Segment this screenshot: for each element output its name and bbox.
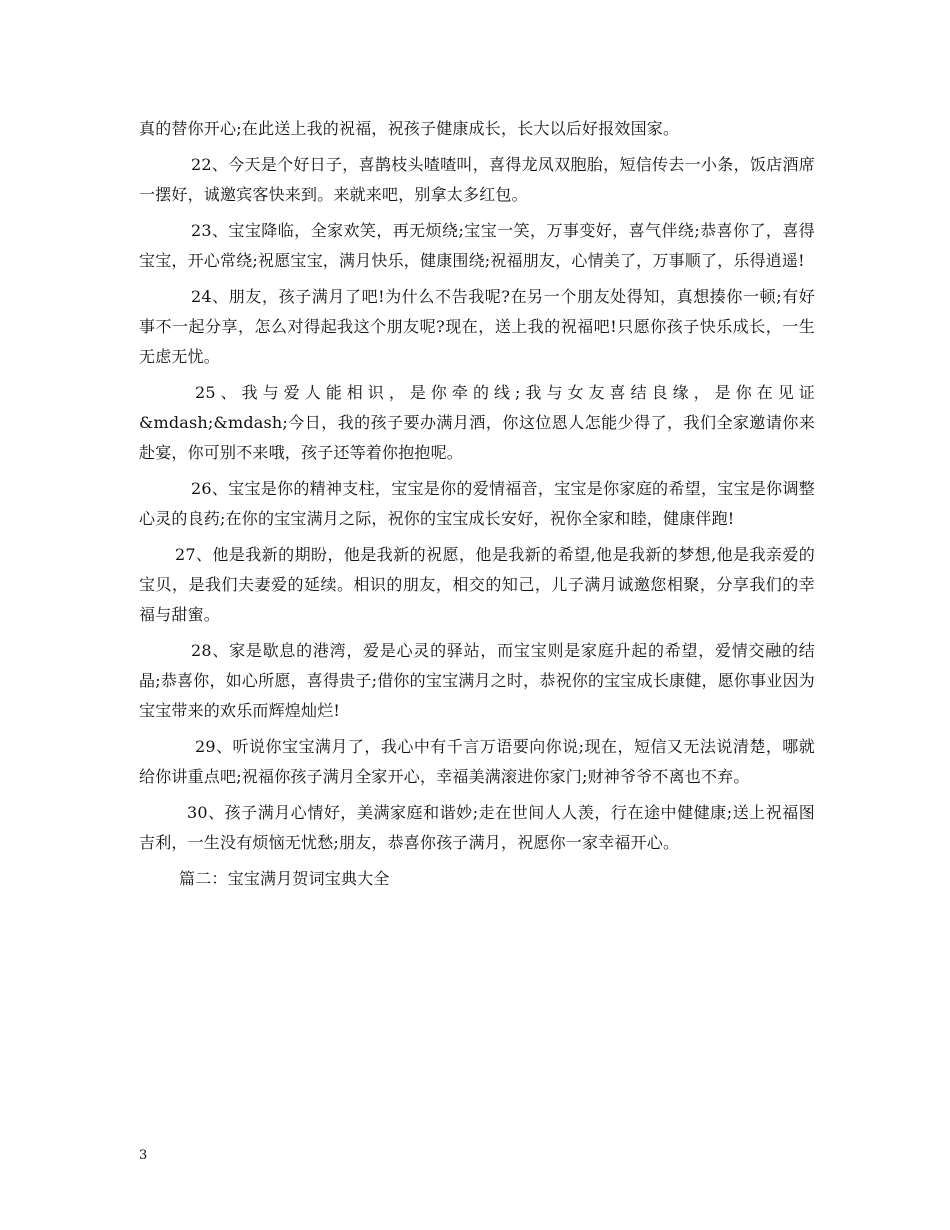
paragraph-24: 24、朋友，孩子满月了吧!为什么不告我呢?在另一个朋友处得知，真想揍你一顿;有好事不一起分享，怎么对得起我这个朋友呢?现在，送上我的祝福吧!只愿你孩子快乐成长，一生无虑无忧。 [139, 287, 815, 366]
paragraph-29: 29、听说你宝宝满月了，我心中有千言万语要向你说;现在，短信又无法说清楚，哪就给你讲重点吧;祝福你孩子满月全家开心，幸福美满滚进你家门;财神爷爷不离也不弃。 [139, 737, 815, 786]
paragraph-25: 25、我与爱人能相识，是你牵的线;我与女友喜结良缘，是你在见证&mdash;&mdash;今日，我的孩子要办满月酒，你这位恩人怎能少得了，我们全家邀请你来赴宴，你可别不来哦，孩子还等着你抱抱呢。 [139, 383, 815, 462]
paragraph-28: 28、家是歇息的港湾，爱是心灵的驿站，而宝宝则是家庭升起的希望，爱情交融的结晶;恭喜你，如心所愿，喜得贵子;借你的宝宝满月之时，恭祝你的宝宝成长康健，愿你事业因为宝宝带来的欢乐而辉煌灿烂! [139, 641, 815, 720]
paragraph-22: 22、今天是个好日子，喜鹊枝头喳喳叫，喜得龙凤双胞胎，短信传去一小条，饭店酒席一摆好，诚邀宾客快来到。来就来吧，别拿太多红包。 [139, 155, 815, 204]
paragraph-30: 30、孩子满月心情好，美满家庭和谐妙;走在世间人人羡，行在途中健健康;送上祝福图吉利，一生没有烦恼无忧愁;朋友，恭喜你孩子满月，祝愿你一家幸福开心。 [139, 803, 815, 852]
document-body [139, 114, 815, 900]
page-number: 3 [139, 1148, 148, 1163]
section-heading-part-two: 篇二：宝宝满月贺词宝典大全 [179, 869, 390, 888]
paragraph-23: 23、宝宝降临，全家欢笑，再无烦绕;宝宝一笑，万事变好，喜气伴绕;恭喜你了，喜得宝宝，开心常绕;祝愿宝宝，满月快乐，健康围绕;祝福朋友，心情美了，万事顺了，乐得逍遥! [139, 221, 815, 270]
paragraph-27: 27、他是我新的期盼，他是我新的祝愿，他是我新的希望,他是我新的梦想,他是我亲爱的宝贝，是我们夫妻爱的延续。相识的朋友，相交的知己，儿子满月诚邀您相聚，分享我们的幸福与甜蜜。 [139, 545, 815, 624]
paragraph-26: 26、宝宝是你的精神支柱，宝宝是你的爱情福音，宝宝是你家庭的希望，宝宝是你调整心灵的良药;在你的宝宝满月之际，祝你的宝宝成长安好，祝你全家和睦，健康伴跑! [139, 479, 815, 528]
paragraph-continuation: 真的替你开心;在此送上我的祝福，祝孩子健康成长，长大以后好报效国家。 [139, 119, 680, 138]
